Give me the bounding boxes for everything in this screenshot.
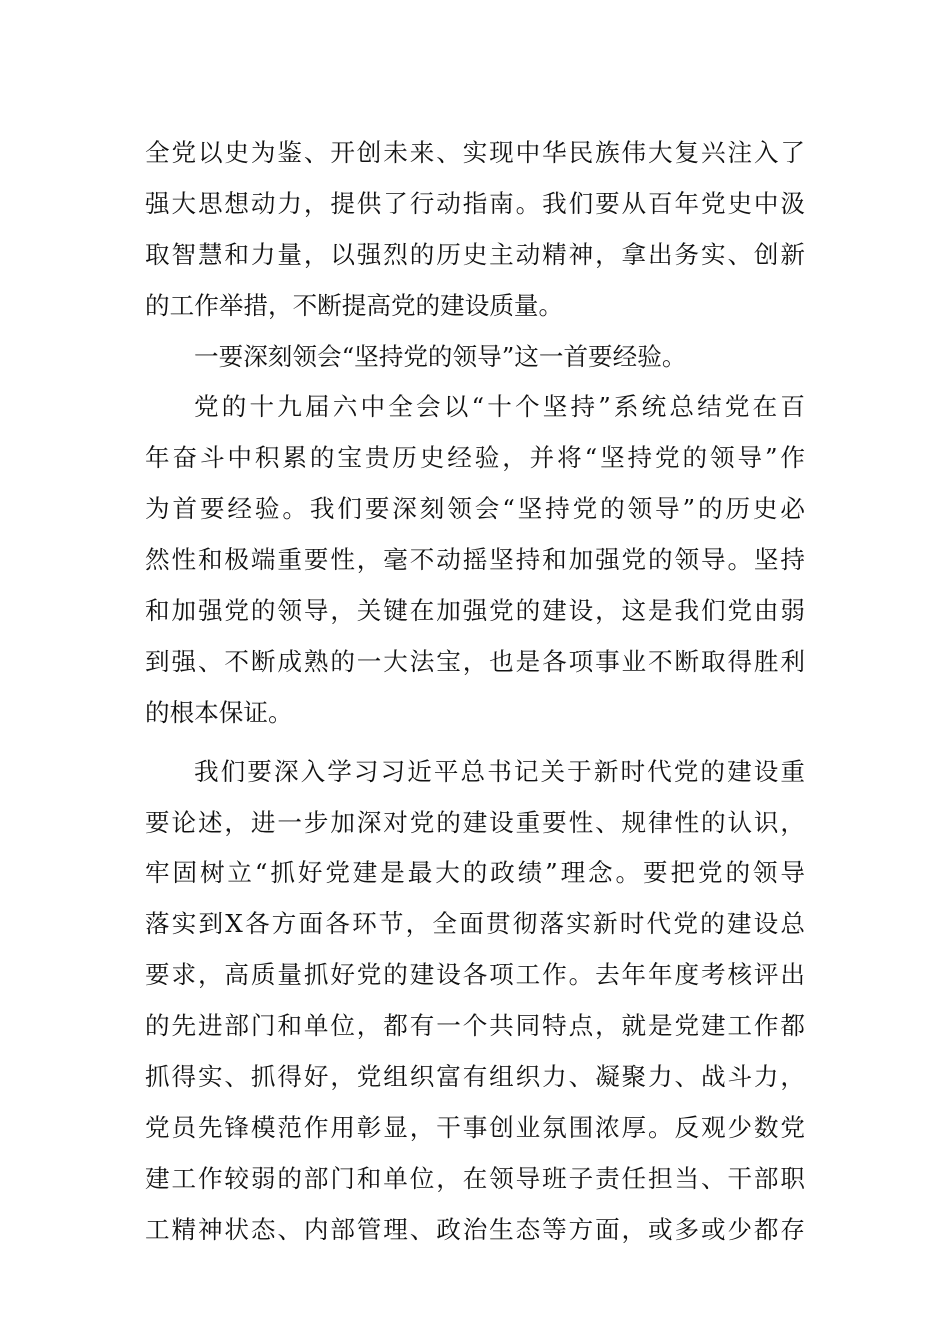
text-line: 我们要深入学习习近平总书记关于新时代党的建设重 bbox=[194, 756, 805, 786]
section-heading: 一要深刻领会“坚持党的领导”这一首要经验。 bbox=[194, 341, 687, 371]
text-line: 到强、不断成熟的一大法宝，也是各项事业不断取得胜利 bbox=[145, 646, 805, 676]
text-line: 的先进部门和单位，都有一个共同特点，就是党建工作都 bbox=[145, 1011, 805, 1041]
text-line: 抓得实、抓得好，党组织富有组织力、凝聚力、战斗力， bbox=[145, 1062, 805, 1092]
text-line: 和加强党的领导，关键在加强党的建设，这是我们党由弱 bbox=[145, 596, 805, 626]
paragraph-3 bbox=[145, 382, 805, 738]
text-line: 为首要经验。我们要深刻领会“坚持党的领导”的历史必 bbox=[145, 494, 805, 524]
text-line: 的根本保证。 bbox=[145, 697, 293, 727]
text-line: 党员先锋模范作用彰显，干事创业氛围浓厚。反观少数党 bbox=[145, 1112, 805, 1142]
text-line: 要求，高质量抓好党的建设各项工作。去年年度考核评出 bbox=[145, 960, 805, 990]
text-line: 全党以史为鉴、开创未来、实现中华民族伟大复兴注入了 bbox=[145, 138, 805, 167]
text-line: 落实到X各方面各环节，全面贯彻落实新时代党的建设总 bbox=[145, 909, 805, 939]
paragraph-1 bbox=[145, 128, 805, 332]
text-line: 然性和极端重要性，毫不动摇坚持和加强党的领导。坚持 bbox=[145, 545, 805, 575]
text-line: 要论述，进一步加深对党的建设重要性、规律性的认识， bbox=[145, 807, 805, 837]
paragraph-4 bbox=[145, 747, 805, 1256]
text-line: 取智慧和力量，以强烈的历史主动精神，拿出务实、创新 bbox=[145, 239, 805, 269]
text-line: 年奋斗中积累的宝贵历史经验，并将“坚持党的领导”作 bbox=[145, 443, 805, 473]
text-line: 建工作较弱的部门和单位，在领导班子责任担当、干部职 bbox=[145, 1163, 805, 1193]
text-line: 强大思想动力，提供了行动指南。我们要从百年党史中汲 bbox=[145, 188, 805, 218]
paragraph-spacing bbox=[145, 739, 805, 747]
text-line: 的工作举措，不断提高党的建设质量。 bbox=[145, 290, 564, 320]
document-body bbox=[145, 128, 805, 1256]
text-line: 党的十九届六中全会以“十个坚持”系统总结党在百 bbox=[194, 392, 805, 422]
text-line: 牢固树立“抓好党建是最大的政绩”理念。要把党的领导 bbox=[145, 858, 805, 888]
paragraph-2-heading bbox=[145, 332, 805, 383]
text-line: 工精神状态、内部管理、政治生态等方面，或多或少都存 bbox=[145, 1214, 805, 1244]
